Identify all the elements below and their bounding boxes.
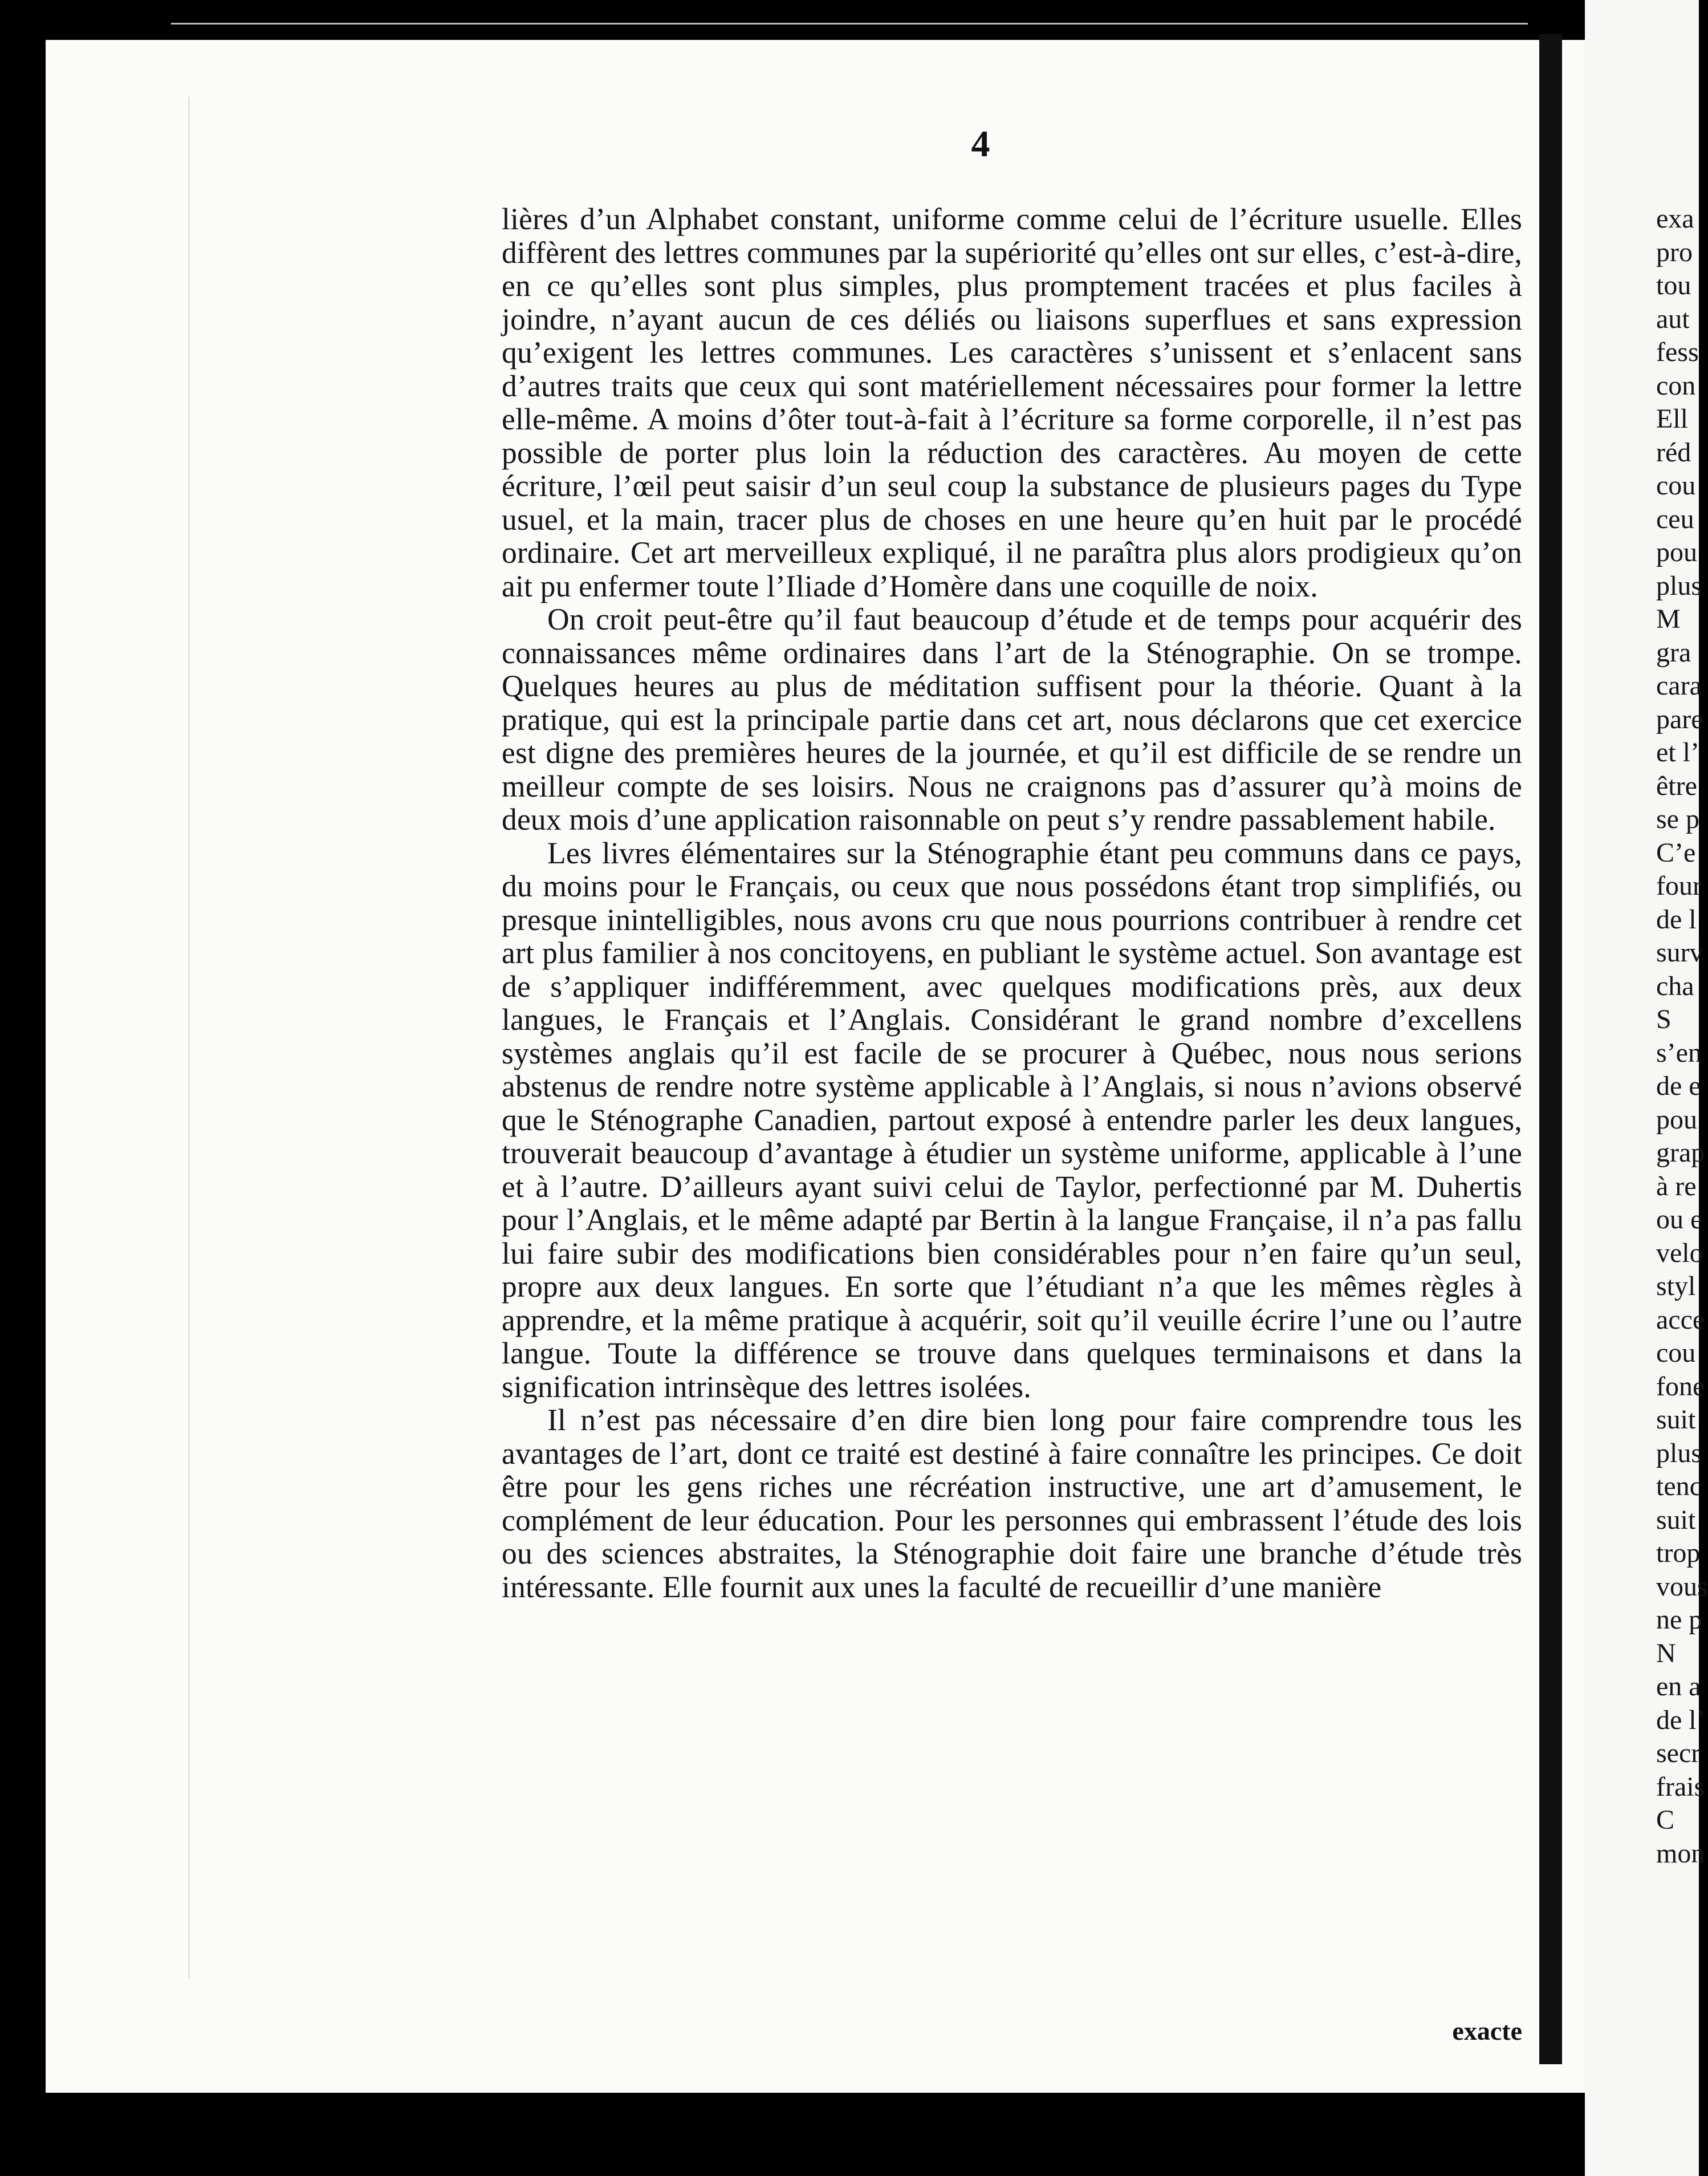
adjacent-line-fragment: ne p bbox=[1656, 1605, 1703, 1635]
adjacent-line-fragment: fess bbox=[1656, 337, 1699, 367]
page-number: 4 bbox=[971, 123, 990, 165]
adjacent-line-fragment: Ell bbox=[1656, 404, 1688, 434]
adjacent-line-fragment: pou bbox=[1656, 1104, 1697, 1135]
adjacent-line-fragment: vous bbox=[1656, 1571, 1708, 1602]
adjacent-line-fragment: cara bbox=[1656, 671, 1702, 701]
adjacent-line-fragment: cha bbox=[1656, 971, 1694, 1001]
adjacent-line-fragment: N bbox=[1656, 1638, 1676, 1668]
adjacent-line-fragment: C’e bbox=[1656, 837, 1696, 868]
adjacent-line-fragment: fone bbox=[1656, 1371, 1705, 1402]
adjacent-line-fragment: four bbox=[1656, 871, 1702, 901]
adjacent-line-fragment: grap bbox=[1656, 1138, 1705, 1168]
paragraph-3: Les livres élémentaires sur la Sténographie étant peu communs dans ce pays, du moins pour le Français, ou ceux que nous possédons étant trop simplifiés, ou presque inintelligibles, nous avons cru que nous pourrions contribuer à rendre cet art plus familier à nos concitoyens, en publiant le système actuel. Son avantage est de s’appliquer indifféremment, avec quelques modifications près, aux deux langues, le Français et l’Anglais. Considérant le grand nombre d’excellens systèmes anglais qu’il est facile de se procurer à Québec, nous nous serions abstenus de rendre notre système applicable à l’Anglais, si nous n’avions observé que le Sténographe Canadien, partout exposé à entendre parler les deux langues, trouverait beaucoup d’avantage à étudier un système uniforme, applicable à l’une et à l’autre. D’ailleurs ayant suivi celui de Taylor, perfectionné par M. Duhertis pour l’Anglais, et le même adapté par Bertin à la langue Française, il n’a pas fallu lui faire subir des modifications bien considérables pour n’en faire qu’un seul, propre aux deux langues. En sorte que l’étudiant n’a que les mêmes règles à apprendre, et la même pratique à acquérir, soit qu’il veuille écrire l’une ou l’autre langue. Toute la différence se trouve dans quelques terminaisons et dans la signification intrinsèque des lettres isolées. bbox=[502, 835, 1522, 1404]
page-fold-shadow bbox=[1539, 34, 1562, 2064]
adjacent-line-fragment: de l’ bbox=[1656, 1704, 1706, 1735]
adjacent-line-fragment: M bbox=[1656, 604, 1681, 634]
adjacent-line-fragment: plus bbox=[1656, 570, 1702, 601]
adjacent-line-fragment: aut bbox=[1656, 303, 1690, 334]
adjacent-line-fragment: surv bbox=[1656, 937, 1703, 968]
adjacent-line-fragment: ceu bbox=[1656, 504, 1694, 534]
adjacent-line-fragment: ou e bbox=[1656, 1204, 1703, 1235]
adjacent-line-fragment: suit bbox=[1656, 1404, 1696, 1435]
adjacent-line-fragment: styl bbox=[1656, 1271, 1696, 1301]
page-gutter-line bbox=[188, 97, 190, 1979]
adjacent-line-fragment: trop bbox=[1656, 1538, 1701, 1568]
adjacent-line-fragment: être bbox=[1656, 770, 1697, 801]
adjacent-line-fragment: réd bbox=[1656, 437, 1691, 468]
paragraph-1: lières d’un Alphabet constant, uniforme comme celui de l’écriture usuelle. Elles diffèrent des lettres communes par la supériorité qu’elles ont sur elles, c’est-à-dire, en ce qu’elles sont plus simples, plus promptement tracées et plus faciles à joindre, n’ayant aucun de ces déliés ou liaisons superflues et sans expression qu’exigent les lettres communes. Les caractères s’unissent et s’enlacent sans d’autres traits que ceux qui sont matériellement nécessaires pour former la lettre elle-même. A moins d’ôter tout-à-fait à l’écriture sa forme corporelle, il n’est pas possible de porter plus loin la réduction des caractères. Au moyen de cette écriture, l’œil peut saisir d’un seul coup la substance de plusieurs pages du Type usuel, et la main, tracer plus de choses en une heure qu’en huit par le procédé ordinaire. Cet art merveilleux expliqué, il ne paraîtra plus alors prodigieux qu’on ait pu enfermer toute l’Iliade d’Homère dans une coquille de noix. bbox=[502, 202, 1522, 603]
adjacent-line-fragment: velo bbox=[1656, 1237, 1703, 1268]
adjacent-line-fragment: pare bbox=[1656, 704, 1703, 734]
adjacent-line-fragment: S bbox=[1656, 1004, 1672, 1034]
adjacent-line-fragment: en a bbox=[1656, 1671, 1701, 1702]
adjacent-line-fragment: mon bbox=[1656, 1838, 1705, 1869]
adjacent-line-fragment: cou bbox=[1656, 1338, 1696, 1368]
adjacent-line-fragment: tou bbox=[1656, 270, 1691, 301]
body-text bbox=[502, 202, 1522, 1603]
adjacent-line-fragment: frais bbox=[1656, 1771, 1705, 1802]
adjacent-line-fragment: de l bbox=[1656, 904, 1697, 935]
adjacent-line-fragment: con bbox=[1656, 370, 1696, 401]
adjacent-line-fragment: suit bbox=[1656, 1504, 1696, 1535]
adjacent-line-fragment: à re bbox=[1656, 1171, 1697, 1201]
adjacent-line-fragment: et l’ bbox=[1656, 737, 1699, 768]
adjacent-line-fragment: se p bbox=[1656, 804, 1699, 834]
adjacent-line-fragment: pro bbox=[1656, 237, 1693, 267]
adjacent-line-fragment: plus bbox=[1656, 1438, 1702, 1468]
page-edge-line bbox=[171, 23, 1528, 47]
adjacent-page-text bbox=[1656, 202, 1708, 1870]
adjacent-line-fragment: secr bbox=[1656, 1738, 1701, 1768]
adjacent-line-fragment: acce bbox=[1656, 1304, 1705, 1335]
adjacent-line-fragment: C bbox=[1656, 1805, 1675, 1835]
paragraph-4: Il n’est pas nécessaire d’en dire bien long pour faire comprendre tous les avantages de l’art, dont ce traité est destiné à faire connaître les principes. Ce doit être pour les gens riches une récréation instructive, une art d’amusement, le complément de leur éducation. Pour les personnes qui embrassent l’étude des lois ou des sciences abstraites, la Sténographie doit faire une branche d’étude très intéressante. Elle fournit aux unes la faculté de recueillir d’une manière bbox=[502, 1403, 1522, 1604]
adjacent-line-fragment: exa bbox=[1656, 204, 1694, 234]
adjacent-line-fragment: pou bbox=[1656, 537, 1697, 567]
paragraph-2: On croit peut-être qu’il faut beaucoup d’étude et de temps pour acquérir des connaissances même ordinaires dans l’art de la Sténographie. On se trompe. Quelques heures au plus de méditation suffisent pour la théorie. Quant à la pratique, qui est la principale partie dans cet art, nous déclarons que cet exercice est digne des premières heures de la journée, et qu’il est difficile de se rendre un meilleur compte de ses loisirs. Nous ne craignons pas d’assurer qu’à moins de deux mois d’une application raisonnable on peut s’y rendre passablement habile. bbox=[502, 602, 1522, 837]
adjacent-line-fragment: gra bbox=[1656, 637, 1691, 668]
adjacent-line-fragment: cou bbox=[1656, 470, 1696, 501]
adjacent-line-fragment: s’en bbox=[1656, 1037, 1702, 1068]
adjacent-line-fragment: tenc bbox=[1656, 1471, 1702, 1501]
catchword: exacte bbox=[1452, 2016, 1522, 2045]
adjacent-line-fragment: de e bbox=[1656, 1071, 1701, 1101]
